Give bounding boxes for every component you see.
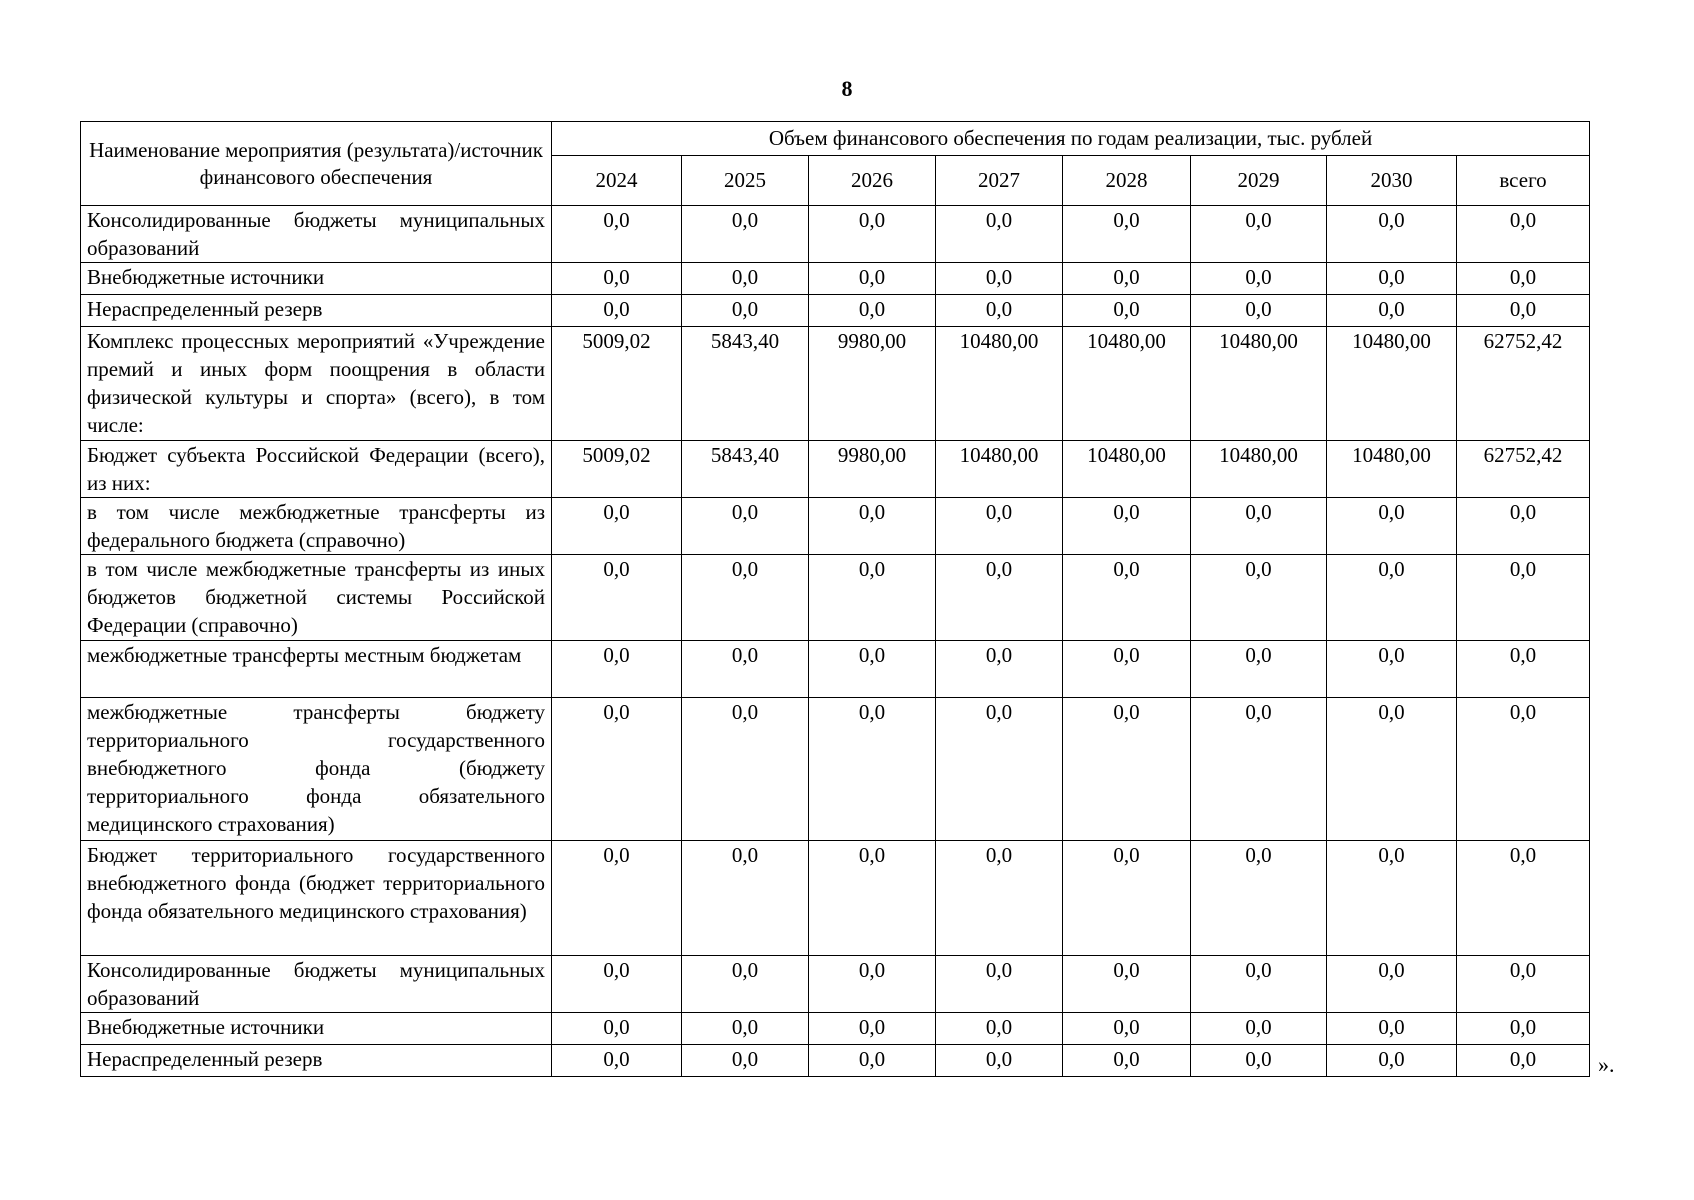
cell-2029: 0,0	[1191, 841, 1327, 956]
cell-2030: 0,0	[1327, 295, 1457, 327]
table-row	[81, 555, 1590, 641]
cell-2027: 0,0	[936, 1013, 1063, 1045]
cell-2026: 0,0	[809, 698, 936, 841]
cell-2025: 0,0	[682, 295, 809, 327]
cell-2024: 0,0	[552, 641, 682, 698]
page-number: 8	[841, 76, 853, 101]
cell-2028: 0,0	[1063, 1013, 1191, 1045]
cell-2027: 0,0	[936, 555, 1063, 641]
cell-2028: 10480,00	[1063, 327, 1191, 441]
cell-2029: 10480,00	[1191, 441, 1327, 498]
cell-2028: 0,0	[1063, 641, 1191, 698]
cell-total: 0,0	[1457, 1045, 1590, 1077]
row-name: Внебюджетные источники	[81, 263, 552, 295]
cell-2029: 0,0	[1191, 1013, 1327, 1045]
cell-2030: 0,0	[1327, 698, 1457, 841]
cell-2030: 10480,00	[1327, 441, 1457, 498]
table-row	[81, 841, 1590, 956]
cell-2025: 5843,40	[682, 327, 809, 441]
cell-total: 0,0	[1457, 295, 1590, 327]
cell-2026: 0,0	[809, 263, 936, 295]
cell-total: 0,0	[1457, 956, 1590, 1013]
cell-total: 0,0	[1457, 841, 1590, 956]
table-row	[81, 498, 1590, 555]
cell-2027: 0,0	[936, 206, 1063, 263]
cell-2030: 0,0	[1327, 263, 1457, 295]
cell-total: 0,0	[1457, 641, 1590, 698]
cell-2030: 0,0	[1327, 1045, 1457, 1077]
row-name: Бюджет территориального государственного внебюджетного фонда (бюджет территориального фонда обязательного медицинского страхования)	[81, 841, 552, 956]
cell-2030: 0,0	[1327, 1013, 1457, 1045]
cell-2027: 0,0	[936, 841, 1063, 956]
cell-2026: 0,0	[809, 956, 936, 1013]
cell-2025: 5843,40	[682, 441, 809, 498]
table-row	[81, 263, 1590, 295]
cell-2028: 0,0	[1063, 555, 1191, 641]
cell-2024: 0,0	[552, 841, 682, 956]
year-header-2024: 2024	[552, 156, 682, 206]
cell-2030: 0,0	[1327, 841, 1457, 956]
table-row	[81, 1045, 1590, 1077]
cell-2028: 0,0	[1063, 1045, 1191, 1077]
cell-2029: 0,0	[1191, 295, 1327, 327]
cell-total: 0,0	[1457, 498, 1590, 555]
name-column-header: Наименование мероприятия (результата)/источник финансового обеспечения	[81, 122, 552, 206]
cell-2027: 0,0	[936, 1045, 1063, 1077]
cell-2030: 0,0	[1327, 641, 1457, 698]
year-header-2026: 2026	[809, 156, 936, 206]
row-name: Нераспределенный резерв	[81, 1045, 552, 1077]
cell-2024: 0,0	[552, 498, 682, 555]
cell-2026: 0,0	[809, 498, 936, 555]
cell-total: 62752,42	[1457, 327, 1590, 441]
cell-2030: 0,0	[1327, 555, 1457, 641]
closing-quote-mark: ».	[1598, 1052, 1615, 1077]
row-name: межбюджетные трансферты бюджету территориального государственного внебюджетного фонда (бюджету территориального фонда обязательного медицинского страхования)	[81, 698, 552, 841]
cell-2027: 0,0	[936, 263, 1063, 295]
row-name: Комплекс процессных мероприятий «Учреждение премий и иных форм поощрения в области физической культуры и спорта» (всего), в том числе:	[81, 327, 552, 441]
row-name: в том числе межбюджетные трансферты из федерального бюджета (справочно)	[81, 498, 552, 555]
cell-2029: 10480,00	[1191, 327, 1327, 441]
cell-2028: 0,0	[1063, 841, 1191, 956]
cell-2026: 0,0	[809, 841, 936, 956]
cell-2028: 0,0	[1063, 498, 1191, 555]
cell-2024: 0,0	[552, 1045, 682, 1077]
cell-2025: 0,0	[682, 1045, 809, 1077]
cell-2029: 0,0	[1191, 206, 1327, 263]
row-name: Бюджет субъекта Российской Федерации (всего), из них:	[81, 441, 552, 498]
table-row	[81, 1013, 1590, 1045]
cell-2024: 5009,02	[552, 441, 682, 498]
cell-2024: 0,0	[552, 263, 682, 295]
cell-2025: 0,0	[682, 263, 809, 295]
cell-2027: 10480,00	[936, 327, 1063, 441]
year-header-2025: 2025	[682, 156, 809, 206]
year-header-2030: 2030	[1327, 156, 1457, 206]
table-row	[81, 641, 1590, 698]
cell-2026: 0,0	[809, 206, 936, 263]
cell-2028: 0,0	[1063, 263, 1191, 295]
cell-2030: 10480,00	[1327, 327, 1457, 441]
cell-2027: 0,0	[936, 641, 1063, 698]
cell-2026: 0,0	[809, 1045, 936, 1077]
cell-2028: 0,0	[1063, 956, 1191, 1013]
cell-2028: 10480,00	[1063, 441, 1191, 498]
volume-column-header: Объем финансового обеспечения по годам реализации, тыс. рублей	[552, 122, 1590, 156]
cell-2027: 0,0	[936, 698, 1063, 841]
cell-2024: 0,0	[552, 555, 682, 641]
cell-2025: 0,0	[682, 641, 809, 698]
cell-2028: 0,0	[1063, 206, 1191, 263]
cell-total: 0,0	[1457, 1013, 1590, 1045]
row-name: Внебюджетные источники	[81, 1013, 552, 1045]
cell-2029: 0,0	[1191, 641, 1327, 698]
year-header-2028: 2028	[1063, 156, 1191, 206]
cell-2029: 0,0	[1191, 555, 1327, 641]
cell-2025: 0,0	[682, 555, 809, 641]
cell-total: 62752,42	[1457, 441, 1590, 498]
cell-2025: 0,0	[682, 498, 809, 555]
row-name: Консолидированные бюджеты муниципальных образований	[81, 206, 552, 263]
table-row	[81, 441, 1590, 498]
row-name: Нераспределенный резерв	[81, 295, 552, 327]
cell-2030: 0,0	[1327, 498, 1457, 555]
cell-2027: 0,0	[936, 295, 1063, 327]
table-row	[81, 327, 1590, 441]
year-header-2027: 2027	[936, 156, 1063, 206]
header-row-top	[81, 122, 1590, 156]
cell-2027: 0,0	[936, 956, 1063, 1013]
cell-2025: 0,0	[682, 956, 809, 1013]
cell-2026: 0,0	[809, 295, 936, 327]
cell-2026: 0,0	[809, 555, 936, 641]
cell-2025: 0,0	[682, 841, 809, 956]
row-name: Консолидированные бюджеты муниципальных образований	[81, 956, 552, 1013]
cell-2030: 0,0	[1327, 956, 1457, 1013]
cell-total: 0,0	[1457, 206, 1590, 263]
table-row	[81, 956, 1590, 1013]
table-row	[81, 206, 1590, 263]
cell-2026: 9980,00	[809, 327, 936, 441]
cell-2026: 0,0	[809, 641, 936, 698]
financing-table	[80, 121, 1590, 1077]
row-name: в том числе межбюджетные трансферты из иных бюджетов бюджетной системы Российской Федерации (справочно)	[81, 555, 552, 641]
cell-2024: 0,0	[552, 295, 682, 327]
cell-2024: 0,0	[552, 206, 682, 263]
cell-2028: 0,0	[1063, 698, 1191, 841]
cell-2025: 0,0	[682, 206, 809, 263]
cell-2029: 0,0	[1191, 263, 1327, 295]
cell-total: 0,0	[1457, 555, 1590, 641]
table-row	[81, 698, 1590, 841]
cell-2029: 0,0	[1191, 498, 1327, 555]
cell-2028: 0,0	[1063, 295, 1191, 327]
cell-total: 0,0	[1457, 698, 1590, 841]
year-header-2029: 2029	[1191, 156, 1327, 206]
cell-2024: 0,0	[552, 1013, 682, 1045]
cell-2027: 0,0	[936, 498, 1063, 555]
cell-2029: 0,0	[1191, 956, 1327, 1013]
cell-2025: 0,0	[682, 1013, 809, 1045]
cell-2024: 0,0	[552, 698, 682, 841]
cell-2026: 0,0	[809, 1013, 936, 1045]
row-name: межбюджетные трансферты местным бюджетам	[81, 641, 552, 698]
cell-2024: 0,0	[552, 956, 682, 1013]
cell-total: 0,0	[1457, 263, 1590, 295]
cell-2024: 5009,02	[552, 327, 682, 441]
total-header: всего	[1457, 156, 1590, 206]
cell-2030: 0,0	[1327, 206, 1457, 263]
cell-2029: 0,0	[1191, 698, 1327, 841]
cell-2029: 0,0	[1191, 1045, 1327, 1077]
cell-2025: 0,0	[682, 698, 809, 841]
table-row	[81, 295, 1590, 327]
cell-2026: 9980,00	[809, 441, 936, 498]
cell-2027: 10480,00	[936, 441, 1063, 498]
